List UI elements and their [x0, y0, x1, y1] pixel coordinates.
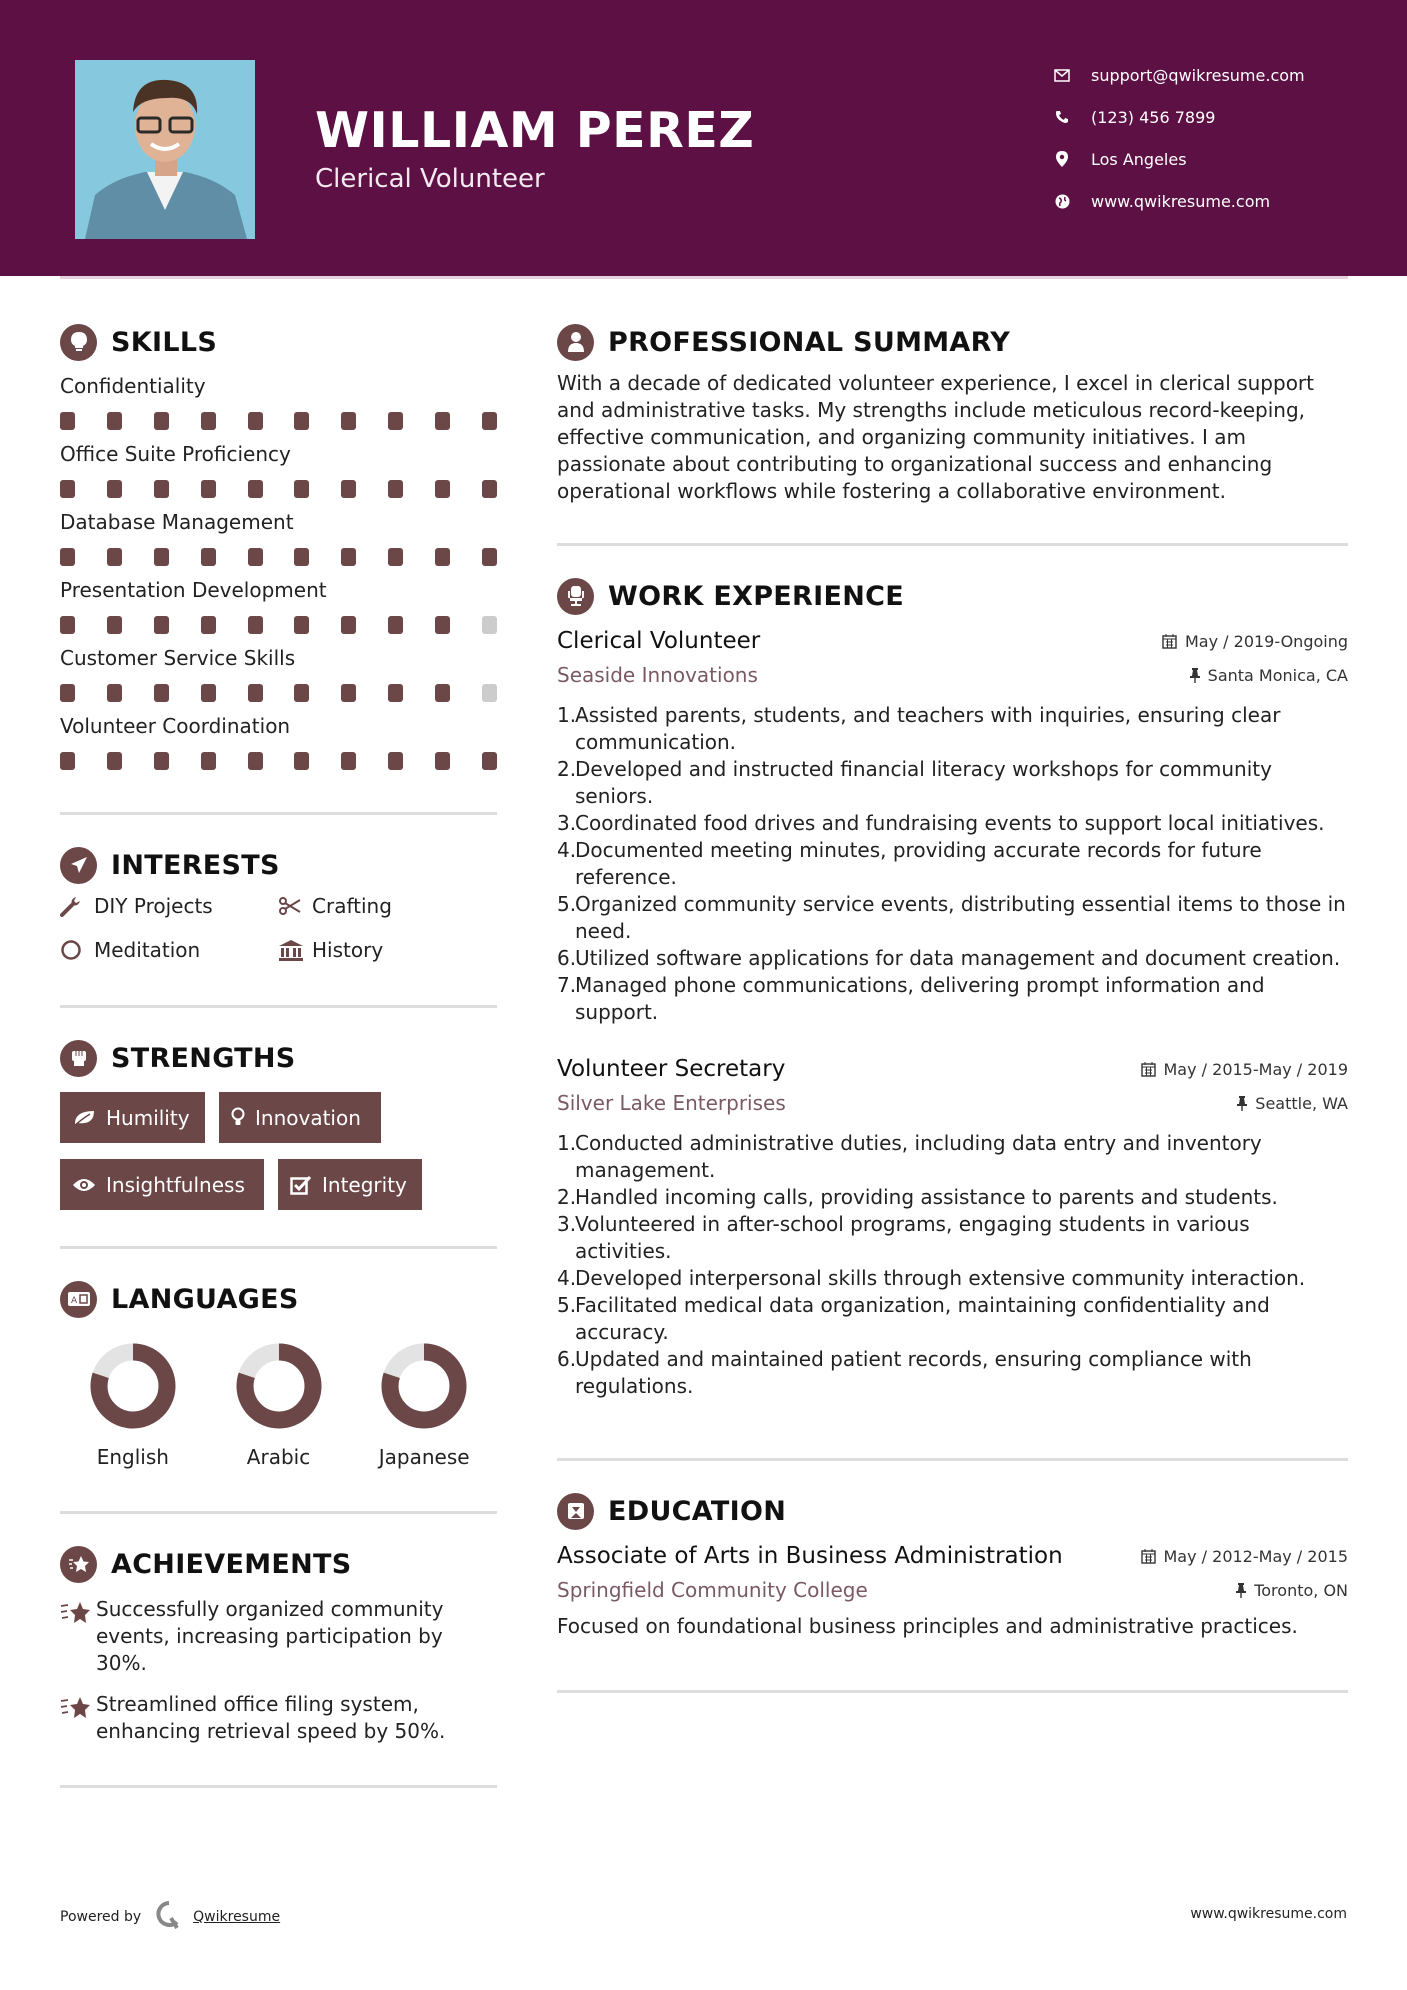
- skills-heading: [60, 322, 497, 362]
- education-title: EDUCATION: [608, 1495, 787, 1527]
- summary-heading: [557, 322, 1348, 362]
- interest-item: [60, 935, 278, 965]
- rating-dot-filled: [201, 480, 216, 498]
- rating-dot-filled: [388, 412, 403, 430]
- language-donut-chart: [90, 1343, 176, 1429]
- strength-label: Insightfulness: [106, 1172, 245, 1197]
- rating-dot-filled: [154, 412, 169, 430]
- skill-rating: [60, 616, 497, 634]
- experience-section: [557, 576, 1348, 1400]
- strength-label: Innovation: [255, 1105, 361, 1130]
- eye-icon: [72, 1177, 96, 1193]
- skill-label: Database Management: [60, 510, 294, 534]
- rating-dot-filled: [248, 548, 263, 566]
- language-label: English: [96, 1445, 169, 1469]
- job-bullets: [557, 1130, 1348, 1400]
- languages-heading: [60, 1279, 497, 1319]
- language-item: [206, 1343, 352, 1469]
- translate-icon: [60, 1281, 97, 1318]
- interest-item: [60, 891, 278, 921]
- left-column: [60, 322, 497, 1788]
- experience-title: WORK EXPERIENCE: [608, 580, 904, 612]
- interests-section: [60, 845, 497, 965]
- candidate-title: Clerical Volunteer: [315, 164, 545, 194]
- languages-list: [60, 1343, 497, 1469]
- achievement-text: Streamlined office filing system, enhancing retrieval speed by 50%.: [96, 1692, 446, 1743]
- education-entry: [557, 1539, 1348, 1640]
- job-bullet: 3. Volunteered in after-school programs, engaging students in various activities.: [557, 1212, 1250, 1263]
- section-divider: [557, 1690, 1348, 1693]
- strengths-heading: [60, 1038, 497, 1078]
- achievement-item: [60, 1596, 497, 1677]
- contact-location: [1053, 138, 1305, 180]
- section-divider: [557, 543, 1348, 546]
- skill-rating: [60, 412, 497, 430]
- interest-item: [278, 935, 496, 965]
- section-divider: [60, 812, 497, 815]
- map-pin-icon: [1053, 150, 1071, 168]
- rating-dot-filled: [154, 684, 169, 702]
- job-bullet: 6. Updated and maintained patient records, ensuring compliance with regulations.: [557, 1347, 1252, 1398]
- rating-dot-filled: [388, 752, 403, 770]
- rating-dot-empty: [482, 616, 497, 634]
- rating-dot-filled: [201, 752, 216, 770]
- skill-rating: [60, 548, 497, 566]
- fist-icon: [60, 1040, 97, 1077]
- skills-title: SKILLS: [111, 326, 218, 358]
- skill-rating: [60, 752, 497, 770]
- summary-text: With a decade of dedicated volunteer experience, I excel in clerical support and administrative tasks. My strengths include meticulous record-keeping, effective communication, and organizing community initiatives. I am passionate about contributing to organizational success and enhancing operational workflows while fostering a collaborative environment.: [557, 371, 1314, 503]
- job-location-text: Santa Monica, CA: [1207, 665, 1348, 685]
- section-divider: [60, 1785, 497, 1788]
- rating-dot-filled: [154, 548, 169, 566]
- skill-rating: [60, 684, 497, 702]
- rating-dot-filled: [294, 548, 309, 566]
- pushpin-icon: [1237, 1096, 1247, 1111]
- interest-label: DIY Projects: [94, 894, 213, 918]
- achievements-heading: [60, 1544, 497, 1584]
- strengths-title: STRENGTHS: [111, 1042, 296, 1074]
- rating-dot-filled: [107, 548, 122, 566]
- strength-label: Humility: [106, 1105, 190, 1130]
- interests-list: [60, 891, 497, 965]
- rating-dot-filled: [248, 412, 263, 430]
- job-company: Silver Lake Enterprises: [557, 1091, 786, 1115]
- rating-dot-filled: [294, 480, 309, 498]
- rating-dot-filled: [482, 480, 497, 498]
- rating-dot-filled: [294, 412, 309, 430]
- rating-dot-filled: [60, 616, 75, 634]
- rating-dot-filled: [482, 412, 497, 430]
- paper-plane-icon: [60, 847, 97, 884]
- languages-section: [60, 1279, 497, 1469]
- rating-dot-filled: [435, 616, 450, 634]
- qwikresume-logo-icon: [155, 1900, 183, 1934]
- lightbulb-icon: [231, 1107, 245, 1129]
- education-location: [1236, 1581, 1348, 1600]
- globe-icon: [1053, 192, 1071, 210]
- rating-dot-filled: [341, 752, 356, 770]
- summary-title: PROFESSIONAL SUMMARY: [608, 326, 1011, 358]
- rating-dot-filled: [388, 616, 403, 634]
- rating-dot-filled: [294, 684, 309, 702]
- leaf-icon: [72, 1109, 96, 1127]
- rating-dot-filled: [341, 412, 356, 430]
- skill-rating: [60, 480, 497, 498]
- rating-dot-filled: [482, 752, 497, 770]
- rating-dot-filled: [435, 480, 450, 498]
- rating-dot-empty: [482, 684, 497, 702]
- section-divider: [60, 1511, 497, 1514]
- job-bullet: 7. Managed phone communications, delivering prompt information and support.: [557, 973, 1265, 1024]
- interests-heading: [60, 845, 497, 885]
- rating-dot-filled: [107, 752, 122, 770]
- job-bullet: 5. Organized community service events, distributing essential items to those in need.: [557, 892, 1346, 943]
- shooting-star-icon: [60, 1691, 96, 1745]
- contact-phone-text: (123) 456 7899: [1091, 107, 1216, 127]
- skill-label: Volunteer Coordination: [60, 714, 291, 738]
- job-bullets: [557, 702, 1348, 1026]
- rating-dot-filled: [154, 480, 169, 498]
- pushpin-icon: [1190, 668, 1200, 683]
- rating-dot-filled: [388, 684, 403, 702]
- summary-section: [557, 322, 1348, 505]
- skill-label: Presentation Development: [60, 578, 327, 602]
- rating-dot-filled: [201, 684, 216, 702]
- job-dates: [1141, 1060, 1349, 1079]
- rating-dot-filled: [60, 752, 75, 770]
- skill-item: [60, 440, 497, 498]
- rating-dot-filled: [388, 548, 403, 566]
- lightbulb-icon: [60, 324, 97, 361]
- pushpin-icon: [1236, 1583, 1246, 1598]
- calendar-icon: [1162, 634, 1177, 649]
- skill-item: [60, 644, 497, 702]
- job-location-text: Seattle, WA: [1255, 1093, 1348, 1113]
- candidate-name: WILLIAM PEREZ: [315, 102, 755, 159]
- achievements-title: ACHIEVEMENTS: [111, 1548, 352, 1580]
- rating-dot-filled: [201, 548, 216, 566]
- rating-dot-filled: [107, 684, 122, 702]
- rating-dot-filled: [248, 480, 263, 498]
- rating-dot-filled: [201, 616, 216, 634]
- job-bullet: 1. Conducted administrative duties, including data entry and inventory management.: [557, 1131, 1262, 1182]
- strength-tag: [278, 1159, 422, 1210]
- shooting-star-icon: [60, 1596, 96, 1677]
- skill-item: [60, 576, 497, 634]
- language-donut-chart: [236, 1343, 322, 1429]
- job-dates: [1162, 632, 1348, 651]
- strength-tag: [60, 1092, 205, 1143]
- rating-dot-filled: [341, 480, 356, 498]
- resume-header: [0, 0, 1407, 276]
- degree-title: Associate of Arts in Business Administration: [557, 1543, 1063, 1569]
- contact-website-text: www.qwikresume.com: [1091, 191, 1271, 211]
- rating-dot-filled: [294, 616, 309, 634]
- skill-label: Customer Service Skills: [60, 646, 296, 670]
- language-label: Arabic: [246, 1445, 311, 1469]
- job-dates-text: May / 2015-May / 2019: [1163, 1059, 1348, 1079]
- rating-dot-filled: [154, 752, 169, 770]
- rating-dot-filled: [341, 548, 356, 566]
- language-item: [60, 1343, 206, 1469]
- calendar-icon: [1141, 1062, 1156, 1077]
- education-heading: [557, 1491, 1348, 1531]
- skills-list: [60, 372, 497, 770]
- rating-dot-filled: [60, 548, 75, 566]
- education-dates: [1141, 1547, 1349, 1566]
- right-column: [557, 322, 1348, 1693]
- interest-item: [278, 891, 496, 921]
- contact-list: [1053, 54, 1305, 222]
- interest-label: Meditation: [94, 938, 201, 962]
- user-icon: [557, 324, 594, 361]
- footer-website[interactable]: www.qwikresume.com: [1190, 1906, 1347, 1922]
- contact-website[interactable]: [1053, 180, 1305, 222]
- rating-dot-filled: [107, 412, 122, 430]
- rating-dot-filled: [60, 412, 75, 430]
- rating-dot-filled: [435, 412, 450, 430]
- phone-icon: [1053, 108, 1071, 126]
- scissors-icon: [278, 897, 304, 915]
- job-bullet: 1. Assisted parents, students, and teachers with inquiries, ensuring clear communication.: [557, 703, 1281, 754]
- rating-dot-filled: [248, 616, 263, 634]
- language-item: [351, 1343, 497, 1469]
- experience-heading: [557, 576, 1348, 616]
- rating-dot-filled: [107, 480, 122, 498]
- skill-item: [60, 712, 497, 770]
- rating-dot-filled: [341, 684, 356, 702]
- rating-dot-filled: [294, 752, 309, 770]
- strengths-section: [60, 1038, 497, 1210]
- skill-item: [60, 508, 497, 566]
- checkbox-icon: [290, 1175, 312, 1195]
- header-divider: [60, 276, 1348, 279]
- education-dates-text: May / 2012-May / 2015: [1163, 1546, 1348, 1566]
- job-bullet: 6. Utilized software applications for data management and document creation.: [557, 946, 1341, 970]
- job-title: Clerical Volunteer: [557, 628, 761, 654]
- languages-title: LANGUAGES: [111, 1283, 299, 1315]
- job-company: Seaside Innovations: [557, 663, 758, 687]
- job-location: [1237, 1094, 1348, 1113]
- bank-icon: [278, 939, 304, 961]
- strength-tag: [219, 1092, 381, 1143]
- rating-dot-filled: [248, 752, 263, 770]
- section-divider: [60, 1246, 497, 1249]
- contact-email[interactable]: [1053, 54, 1305, 96]
- strength-label: Integrity: [322, 1172, 407, 1197]
- language-donut-chart: [381, 1343, 467, 1429]
- rating-dot-filled: [435, 684, 450, 702]
- rating-dot-filled: [154, 616, 169, 634]
- strength-tag: [60, 1159, 264, 1210]
- interest-label: History: [312, 938, 384, 962]
- skill-label: Confidentiality: [60, 374, 206, 398]
- rating-dot-filled: [435, 752, 450, 770]
- wrench-icon: [60, 895, 86, 917]
- calendar-icon: [1141, 1549, 1156, 1564]
- rating-dot-filled: [201, 412, 216, 430]
- envelope-icon: [1053, 66, 1071, 84]
- rating-dot-filled: [341, 616, 356, 634]
- rating-dot-filled: [60, 480, 75, 498]
- rating-dot-filled: [60, 684, 75, 702]
- job-bullet: 5. Facilitated medical data organization, maintaining confidentiality and accuracy.: [557, 1293, 1270, 1344]
- profile-photo: [75, 60, 255, 239]
- contact-phone[interactable]: [1053, 96, 1305, 138]
- job-entry: [557, 1052, 1348, 1400]
- skill-label: Office Suite Proficiency: [60, 442, 291, 466]
- education-section: [557, 1491, 1348, 1640]
- education-description: Focused on foundational business principles and administrative practices.: [557, 1614, 1298, 1638]
- rating-dot-filled: [388, 480, 403, 498]
- school-name: Springfield Community College: [557, 1578, 868, 1602]
- job-bullet: 3. Coordinated food drives and fundraising events to support local initiatives.: [557, 811, 1325, 835]
- job-bullet: 4. Developed interpersonal skills through extensive community interaction.: [557, 1266, 1306, 1290]
- education-location-text: Toronto, ON: [1254, 1580, 1348, 1600]
- skills-section: [60, 322, 497, 770]
- section-divider: [60, 1005, 497, 1008]
- shooting-star-icon: [60, 1546, 97, 1583]
- job-bullet: 2. Handled incoming calls, providing assistance to parents and students.: [557, 1185, 1278, 1209]
- svg-text:A: A: [70, 1296, 77, 1306]
- office-chair-icon: [557, 578, 594, 615]
- job-bullet: 2. Developed and instructed financial literacy workshops for community seniors.: [557, 757, 1272, 808]
- rating-dot-filled: [482, 548, 497, 566]
- contact-location-text: Los Angeles: [1091, 149, 1187, 169]
- powered-by-label: Powered by: [60, 1909, 142, 1925]
- interests-title: INTERESTS: [111, 849, 280, 881]
- section-divider: [557, 1458, 1348, 1461]
- contact-email-text: support@qwikresume.com: [1091, 65, 1305, 85]
- skill-item: [60, 372, 497, 430]
- job-dates-text: May / 2019-Ongoing: [1185, 631, 1348, 651]
- circle-icon: [60, 939, 86, 961]
- job-bullet: 4. Documented meeting minutes, providing accurate records for future reference.: [557, 838, 1262, 889]
- rating-dot-filled: [248, 684, 263, 702]
- graduate-icon: [557, 1493, 594, 1530]
- interest-label: Crafting: [312, 894, 392, 918]
- achievement-item: [60, 1691, 497, 1745]
- achievements-section: [60, 1544, 497, 1745]
- achievement-text: Successfully organized community events, increasing participation by 30%.: [96, 1597, 444, 1675]
- qwikresume-link[interactable]: Qwikresume: [193, 1909, 281, 1925]
- job-title: Volunteer Secretary: [557, 1056, 786, 1082]
- job-location: [1190, 666, 1348, 685]
- strengths-list: [60, 1092, 497, 1210]
- rating-dot-filled: [107, 616, 122, 634]
- footer-powered-by: [60, 1900, 280, 1934]
- rating-dot-filled: [435, 548, 450, 566]
- language-label: Japanese: [378, 1445, 470, 1469]
- job-entry: [557, 624, 1348, 1026]
